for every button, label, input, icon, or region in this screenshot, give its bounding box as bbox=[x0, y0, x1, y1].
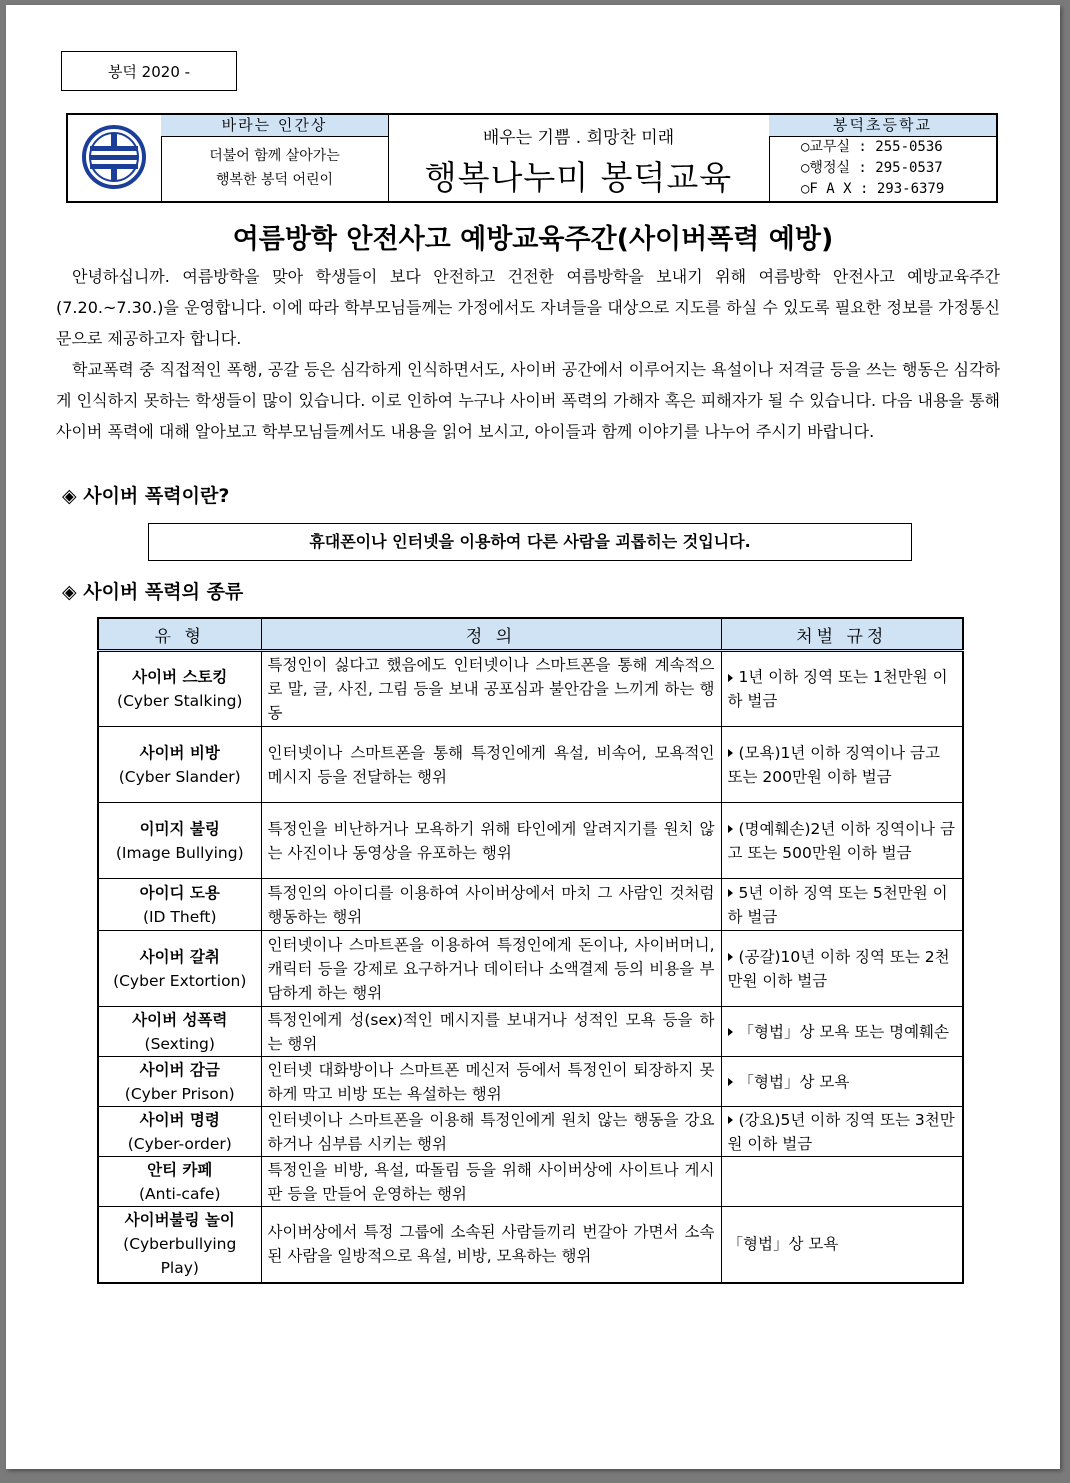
penalty-text: 1년 이하 징역 또는 1천만원 이하 벌금 bbox=[727, 668, 948, 710]
type-korean-name: 사이버 성폭력 bbox=[132, 1010, 228, 1029]
definition-cell: 특정인에게 성(sex)적인 메시지를 보내거나 성적인 모욕 등을 하는 행위 bbox=[261, 1007, 721, 1057]
table-row bbox=[98, 931, 963, 1007]
type-cell bbox=[98, 727, 261, 803]
header-definition: 정 의 bbox=[261, 618, 721, 651]
type-english-name: (Cyber Stalking) bbox=[117, 692, 243, 710]
penalty-cell bbox=[721, 651, 963, 727]
penalty-cell bbox=[721, 727, 963, 803]
table-row bbox=[98, 651, 963, 727]
table-row bbox=[98, 727, 963, 803]
school-emblem-icon bbox=[81, 124, 147, 190]
motto-line-2: 행복한 봉덕 어린이 bbox=[215, 172, 334, 188]
type-korean-name: 아이디 도용 bbox=[139, 883, 220, 902]
triangle-bullet-icon bbox=[728, 749, 733, 757]
type-cell bbox=[98, 1007, 261, 1057]
penalty-cell bbox=[721, 1157, 963, 1207]
document-page bbox=[6, 5, 1060, 1469]
penalty-text: (모욕)1년 이하 징역이나 금고 또는 200만원 이하 벌금 bbox=[727, 743, 940, 786]
triangle-bullet-icon bbox=[728, 825, 733, 833]
type-cell bbox=[98, 879, 261, 931]
slogan-big: 행복나누미 봉덕교육 bbox=[424, 158, 733, 197]
motto-cell bbox=[161, 115, 389, 201]
contact-fax: ○F A X : 293-6379 bbox=[801, 181, 945, 197]
slogan-cell bbox=[388, 115, 770, 201]
type-cell bbox=[98, 931, 261, 1007]
type-cell bbox=[98, 1107, 261, 1157]
type-english-name: (Cyber Slander) bbox=[118, 767, 241, 786]
cyber-violence-types-table bbox=[97, 617, 964, 1284]
type-korean-name: 사이버 감금 bbox=[139, 1060, 220, 1079]
type-korean-name: 이미지 불링 bbox=[139, 819, 220, 838]
penalty-text: (강요)5년 이하 징역 또는 3천만원 이하 벌금 bbox=[727, 1110, 955, 1153]
penalty-text: 「형법」상 모욕 bbox=[727, 1235, 839, 1254]
section-title-definition: ◈ 사이버 폭력이란? bbox=[62, 485, 230, 507]
page-title: 여름방학 안전사고 예방교육주간(사이버폭력 예방) bbox=[232, 224, 834, 255]
penalty-text: (공갈)10년 이하 징역 또는 2천만원 이하 벌금 bbox=[727, 947, 950, 990]
type-english-name: (ID Theft) bbox=[142, 907, 217, 926]
penalty-cell bbox=[721, 803, 963, 879]
definition-cell: 인터넷이나 스마트폰을 이용해 특정인에게 원치 않는 행동을 강요하거나 심부름 시키는 행위 bbox=[261, 1107, 721, 1157]
type-english-name: (Cyber Prison) bbox=[124, 1084, 235, 1103]
penalty-cell bbox=[721, 1207, 963, 1283]
table-header-row bbox=[98, 618, 963, 651]
type-cell bbox=[98, 1207, 261, 1283]
type-cell bbox=[98, 803, 261, 879]
triangle-bullet-icon bbox=[728, 953, 733, 961]
table-row bbox=[98, 1007, 963, 1057]
school-logo-cell bbox=[68, 115, 162, 201]
section-title-types: ◈ 사이버 폭력의 종류 bbox=[62, 581, 244, 603]
definition-cell: 특정인의 아이디를 이용하여 사이버상에서 마치 그 사람인 것처럼 행동하는 행위 bbox=[261, 879, 721, 931]
triangle-bullet-icon bbox=[728, 1116, 733, 1124]
penalty-cell bbox=[721, 931, 963, 1007]
definition-cell: 특정인을 비방, 욕설, 따돌림 등을 위해 사이버상에 사이트나 게시판 등을 만들어 운영하는 행위 bbox=[261, 1157, 721, 1207]
penalty-cell bbox=[721, 879, 963, 931]
type-korean-name: 사이버 갈취 bbox=[139, 947, 220, 966]
triangle-bullet-icon bbox=[728, 889, 733, 897]
table-row bbox=[98, 1057, 963, 1107]
document-number-box: 봉덕 2020 - bbox=[61, 51, 237, 91]
definition-cell: 특정인을 비난하거나 모욕하기 위해 타인에게 알려지기를 원치 않는 사진이나 동영상을 유포하는 행위 bbox=[261, 803, 721, 879]
intro-paragraph-2: 학교폭력 중 직접적인 폭행, 공갈 등은 심각하게 인식하면서도, 사이버 공간에서 이루어지는 욕설이나 저격글 등을 쓰는 행동은 심각하게 인식하지 못하는 학생들이 많이 있습니다. 이로 인하여 누구나 사이버 폭력의 가해자 혹은 피해자가 될 수 있습니다. 다음 내용을 통해 사이버 폭력에 대해 알아보고 학부모님들께서도 내용을 읽어 보시고, 아이들과 함께 이야기를 나누어 주시기 바랍니다. bbox=[56, 360, 1000, 441]
definition-cell: 인터넷이나 스마트폰을 통해 특정인에게 욕설, 비속어, 모욕적인 메시지 등을 전달하는 행위 bbox=[261, 727, 721, 803]
penalty-cell bbox=[721, 1057, 963, 1107]
type-english-name: (Sexting) bbox=[144, 1034, 215, 1053]
type-english-name: (Cyber Extortion) bbox=[113, 971, 247, 990]
type-korean-name: 사이버 스토킹 bbox=[132, 668, 228, 686]
header-type: 유 형 bbox=[98, 618, 261, 651]
letterhead bbox=[66, 113, 998, 203]
triangle-bullet-icon bbox=[728, 1028, 733, 1036]
type-english-name: (Cyber-order) bbox=[127, 1134, 232, 1153]
penalty-cell bbox=[721, 1107, 963, 1157]
school-contact-cell bbox=[769, 115, 996, 201]
definition-cell: 인터넷이나 스마트폰을 이용하여 특정인에게 돈이나, 사이버머니, 캐릭터 등을 강제로 요구하거나 데이터나 소액결제 등의 비용을 부담하게 하는 행위 bbox=[261, 931, 721, 1007]
table-row bbox=[98, 879, 963, 931]
penalty-text: 「형법」상 모욕 또는 명예훼손 bbox=[738, 1022, 949, 1041]
slogan-small: 배우는 기쁨 . 희망찬 미래 bbox=[482, 128, 675, 148]
table-row bbox=[98, 1157, 963, 1207]
type-cell bbox=[98, 1157, 261, 1207]
motto-line-1: 더불어 함께 살아가는 bbox=[209, 148, 340, 164]
contact-office: ○교무실 : 255-0536 bbox=[801, 139, 943, 155]
penalty-text: (명예훼손)2년 이하 징역이나 금고 또는 500만원 이하 벌금 bbox=[727, 819, 955, 862]
type-korean-name: 사이버 비방 bbox=[139, 743, 220, 762]
type-english-name: (Image Bullying) bbox=[115, 843, 244, 862]
definition-cell: 사이버상에서 특정 그룹에 소속된 사람들끼리 번갈아 가면서 소속된 사람을 일방적으로 욕설, 비방, 모욕하는 행위 bbox=[261, 1207, 721, 1283]
triangle-bullet-icon bbox=[728, 1078, 733, 1086]
header-penalty: 처벌 규정 bbox=[721, 618, 963, 651]
type-korean-name: 사이버 명령 bbox=[139, 1110, 220, 1129]
table-row bbox=[98, 1207, 963, 1283]
definition-box: 휴대폰이나 인터넷을 이용하여 다른 사람을 괴롭히는 것입니다. bbox=[148, 523, 912, 561]
type-cell bbox=[98, 1057, 261, 1107]
type-english-name: (Anti-cafe) bbox=[138, 1184, 221, 1203]
penalty-text: 「형법」상 모욕 bbox=[738, 1072, 850, 1091]
type-korean-name: 사이버불링 놀이 bbox=[124, 1211, 235, 1230]
penalty-text: 5년 이하 징역 또는 5천만원 이하 벌금 bbox=[727, 883, 948, 926]
definition-cell: 특정인이 싫다고 했음에도 인터넷이나 스마트폰을 통해 계속적으로 말, 글, 사진, 그림 등을 보내 공포심과 불안감을 느끼게 하는 행동 bbox=[261, 651, 721, 727]
school-name: 봉덕초등학교 bbox=[769, 115, 996, 137]
type-cell bbox=[98, 651, 261, 727]
definition-cell: 인터넷 대화방이나 스마트폰 메신저 등에서 특정인이 퇴장하지 못하게 막고 비방 또는 욕설하는 행위 bbox=[261, 1057, 721, 1107]
contact-admin: ○행정실 : 295-0537 bbox=[801, 160, 943, 176]
triangle-bullet-icon bbox=[728, 674, 733, 682]
motto-title: 바라는 인간상 bbox=[161, 115, 388, 137]
intro-paragraph-1: 안녕하십니까. 여름방학을 맞아 학생들이 보다 안전하고 건전한 여름방학을 보내기 위해 여름방학 안전사고 예방교육주간(7.20.~7.30.)을 운영합니다. 이에 따라 학부모님들께는 가정에서도 자녀들을 대상으로 지도를 하실 수 있도록 필요한 정보를 가정통신문으로 제공하고자 합니다. bbox=[56, 267, 1000, 348]
table-row bbox=[98, 1107, 963, 1157]
type-english-name: (Cyberbullying Play) bbox=[123, 1235, 237, 1278]
type-korean-name: 안티 카페 bbox=[147, 1160, 213, 1179]
table-row bbox=[98, 803, 963, 879]
penalty-cell bbox=[721, 1007, 963, 1057]
